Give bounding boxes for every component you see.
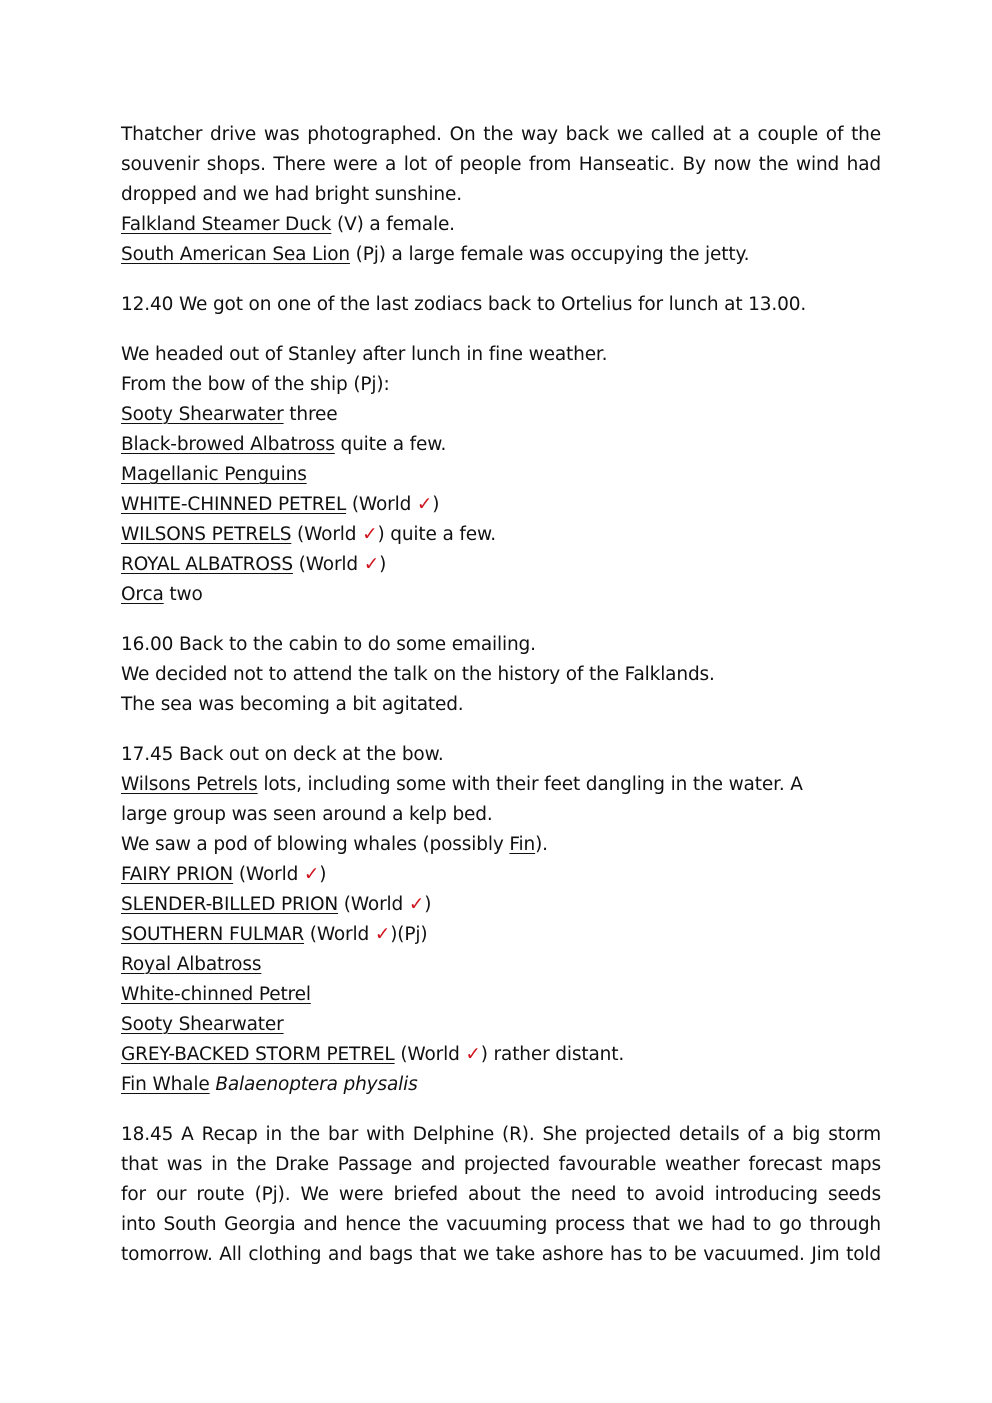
text-line: 17.45 Back out on deck at the bow.: [121, 744, 444, 765]
species-note: ): [432, 494, 440, 515]
species-name: Sooty Shearwater: [121, 404, 284, 425]
species-name: FAIRY PRION: [121, 864, 234, 885]
text-line: dropped and we had bright sunshine.: [121, 184, 462, 205]
text-line: From the bow of the ship (Pj):: [121, 374, 390, 395]
sighting-entry: [121, 430, 881, 460]
world-label: (World: [338, 894, 409, 915]
species-name: Orca: [121, 584, 164, 605]
checkmark-icon: ✓: [362, 524, 378, 545]
species-note: ) quite a few.: [377, 524, 497, 545]
sighting-entry: [121, 490, 881, 520]
checkmark-icon: ✓: [408, 894, 425, 915]
species-note: ): [424, 894, 432, 915]
text-line: large group was seen around a kelp bed.: [121, 804, 493, 825]
species-name: Falkland Steamer Duck: [121, 214, 332, 235]
sighting-entry: [121, 1070, 881, 1100]
text-line: for our route (Pj). We were briefed about the need to avoid introducing seeds: [121, 1184, 881, 1205]
species-note: two: [163, 584, 203, 605]
world-label: (World: [291, 524, 363, 545]
species-note: lots, including some with their feet dangling in the water. A: [257, 774, 803, 795]
species-note: (Pj) a large female was occupying the jetty.: [349, 244, 750, 265]
species-name: Sooty Shearwater: [121, 1014, 284, 1035]
text-line: [121, 830, 881, 860]
species-note: quite a few.: [334, 434, 447, 455]
text-fragment: We saw a pod of blowing whales (possibly: [121, 834, 510, 855]
text-line: that was in the Drake Passage and projected favourable weather forecast maps: [121, 1154, 881, 1175]
sighting-entry: [121, 770, 881, 800]
text-line: souvenir shops. There were a lot of people from Hanseatic. By now the wind had: [121, 154, 881, 175]
text-line: 16.00 Back to the cabin to do some emailing.: [121, 634, 536, 655]
sighting-entry: [121, 400, 881, 430]
species-name: Royal Albatross: [121, 954, 262, 975]
sighting-entry: [121, 890, 881, 920]
species-name: SOUTHERN FULMAR: [121, 924, 305, 945]
species-name: SLENDER-BILLED PRION: [121, 894, 339, 915]
sighting-entry: [121, 520, 881, 550]
world-label: (World: [304, 924, 375, 945]
sighting-entry: [121, 460, 881, 490]
species-name: ROYAL ALBATROSS: [121, 554, 293, 575]
sighting-entry: [121, 550, 881, 580]
species-name: White-chinned Petrel: [121, 984, 311, 1005]
species-note: (V) a female.: [331, 214, 455, 235]
species-name: WILSONS PETRELS: [121, 524, 292, 545]
species-note: ): [379, 554, 387, 575]
text-line: We decided not to attend the talk on the history of the Falklands.: [121, 664, 715, 685]
sighting-entry: [121, 860, 881, 890]
text-line: into South Georgia and hence the vacuuming process that we had to go through: [121, 1214, 881, 1235]
checkmark-icon: ✓: [374, 924, 391, 945]
text-line: tomorrow. All clothing and bags that we take ashore has to be vacuumed. Jim told: [121, 1244, 881, 1265]
species-note: three: [283, 404, 338, 425]
text-line: 18.45 A Recap in the bar with Delphine (R). She projected details of a big storm: [121, 1124, 881, 1145]
species-name: WHITE-CHINNED PETREL: [121, 494, 347, 515]
sighting-entry: [121, 1040, 881, 1070]
text-line: Thatcher drive was photographed. On the way back we called at a couple of the: [121, 124, 881, 145]
world-label: (World: [346, 494, 417, 515]
sighting-entry: [121, 1010, 881, 1040]
sighting-entry: [121, 210, 881, 240]
sighting-entry: [121, 920, 881, 950]
species-name: Fin: [509, 834, 536, 855]
text-line: The sea was becoming a bit agitated.: [121, 694, 464, 715]
sighting-entry: [121, 240, 881, 270]
species-name: Wilsons Petrels: [121, 774, 258, 795]
sighting-entry: [121, 580, 881, 610]
text-fragment: ).: [535, 834, 548, 855]
checkmark-icon: ✓: [416, 494, 433, 515]
checkmark-icon: ✓: [303, 864, 320, 885]
species-note: ) rather distant.: [480, 1044, 625, 1065]
world-label: (World: [233, 864, 304, 885]
latin-name: Balaenoptera physalis: [215, 1074, 418, 1095]
sighting-entry: [121, 950, 881, 980]
world-label: (World: [292, 554, 364, 575]
species-name: GREY-BACKED STORM PETREL: [121, 1044, 395, 1065]
species-name: South American Sea Lion: [121, 244, 350, 265]
text-line: 12.40 We got on one of the last zodiacs back to Ortelius for lunch at 13.00.: [121, 294, 807, 315]
journal-page: [121, 120, 881, 1270]
checkmark-icon: ✓: [363, 554, 380, 575]
text-line: We headed out of Stanley after lunch in fine weather.: [121, 344, 608, 365]
species-name: Magellanic Penguins: [121, 464, 307, 485]
world-label: (World: [394, 1044, 466, 1065]
species-name: Fin Whale: [121, 1074, 210, 1095]
checkmark-icon: ✓: [465, 1044, 481, 1065]
species-note: ): [319, 864, 327, 885]
species-name: Black-browed Albatross: [121, 434, 335, 455]
species-note: )(Pj): [390, 924, 428, 945]
sighting-entry: [121, 980, 881, 1010]
